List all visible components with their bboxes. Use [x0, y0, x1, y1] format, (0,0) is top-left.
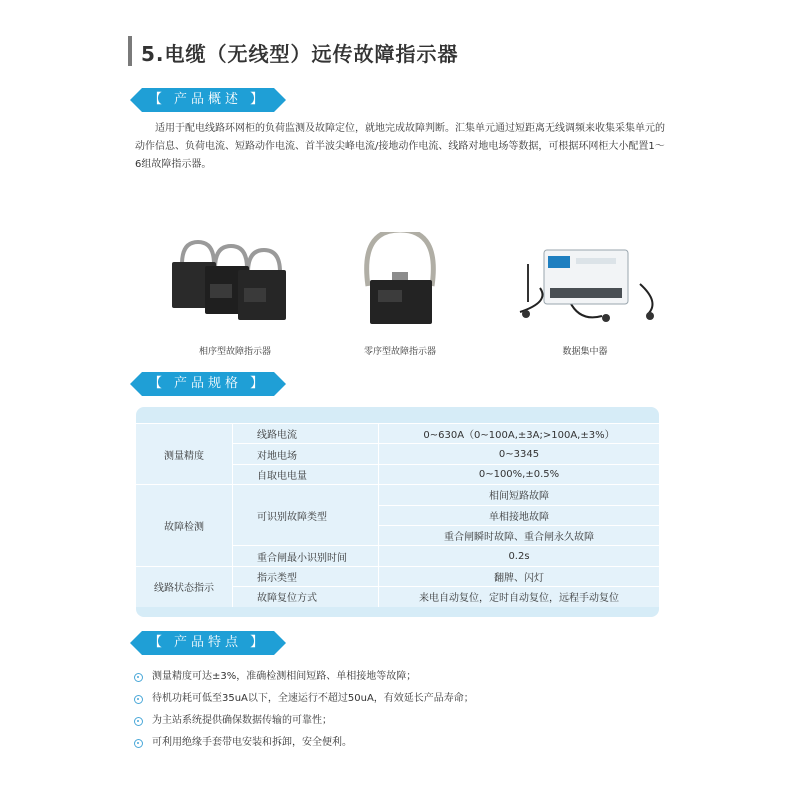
- product-data-concentrator: [510, 232, 660, 362]
- spec-value-cell: 翻牌、闪灯: [379, 566, 660, 586]
- page-title: 5.电缆（无线型）远传故障指示器: [141, 42, 459, 66]
- spec-value-cell: 单相接地故障: [379, 505, 660, 525]
- spec-item-cell: 指示类型: [233, 566, 379, 586]
- list-item: [134, 666, 474, 688]
- spec-value-cell: 0~100%,±0.5%: [379, 464, 660, 484]
- table-row: [136, 424, 659, 444]
- spec-item-cell: 对地电场: [233, 444, 379, 464]
- product-caption: 数据集中器: [562, 347, 608, 357]
- table-row: [136, 566, 659, 586]
- table-row: [136, 485, 659, 505]
- section-tag-overview: 【 产品概述 】: [142, 88, 274, 112]
- section-tag-features: 【 产品特点 】: [142, 631, 274, 655]
- spec-value-cell: 来电自动复位，定时自动复位，远程手动复位: [379, 587, 660, 607]
- bullet-icon: [134, 695, 143, 704]
- bullet-icon: [134, 739, 143, 748]
- product-caption: 相序型故障指示器: [198, 347, 271, 357]
- zero-seq-indicator-image: [340, 232, 460, 332]
- list-item: [134, 710, 474, 732]
- section-tag-spec: 【 产品规格 】: [142, 372, 274, 396]
- product-zero-seq-indicator: [340, 232, 460, 362]
- feature-text: 为主站系统提供确保数据传输的可靠性；: [152, 715, 332, 726]
- phase-indicator-image: [160, 232, 310, 332]
- spec-item-cell: 故障复位方式: [233, 587, 379, 607]
- spec-value-cell: 0~3345: [379, 444, 660, 464]
- list-item: [134, 688, 474, 710]
- spec-value-cell: 重合闸瞬时故障、重合闸永久故障: [379, 525, 660, 545]
- spec-group-cell: 测量精度: [136, 424, 233, 485]
- bullet-icon: [134, 717, 143, 726]
- feature-text: 待机功耗可低至35uA以下，全速运行不超过50uA，有效延长产品寿命；: [152, 693, 474, 704]
- spec-value-cell: 相间短路故障: [379, 485, 660, 505]
- feature-text: 测量精度可达±3%，准确检测相间短路、单相接地等故障；: [152, 671, 417, 682]
- list-item: [134, 732, 474, 754]
- spec-table: [136, 423, 659, 607]
- spec-value-cell: 0.2s: [379, 546, 660, 566]
- overview-paragraph: 适用于配电线路环网柜的负荷监测及故障定位，就地完成故障判断。汇集单元通过短距离无线调频来收集采集单元的动作信息、负荷电流、短路动作电流、首半波尖峰电流/接地动作电流、线路对地电场等数据，可根据环网柜大小配置1～6组故障指示器。: [135, 123, 665, 170]
- spec-group-cell: 故障检测: [136, 485, 233, 567]
- spec-item-cell: 线路电流: [233, 424, 379, 444]
- spec-item-cell: 可识别故障类型: [233, 485, 379, 546]
- spec-item-cell: 重合闸最小识别时间: [233, 546, 379, 566]
- feature-text: 可利用绝缘手套带电安装和拆卸，安全便利。: [152, 737, 352, 748]
- spec-group-cell: 线路状态指示: [136, 566, 233, 606]
- feature-list: [134, 666, 474, 754]
- product-phase-indicator: [160, 232, 310, 362]
- data-concentrator-image: [510, 232, 660, 332]
- bullet-icon: [134, 673, 143, 682]
- product-caption: 零序型故障指示器: [363, 347, 436, 357]
- spec-item-cell: 自取电电量: [233, 464, 379, 484]
- title-accent-bar: [128, 36, 132, 66]
- spec-value-cell: 0~630A（0~100A,±3A;>100A,±3%）: [379, 424, 660, 444]
